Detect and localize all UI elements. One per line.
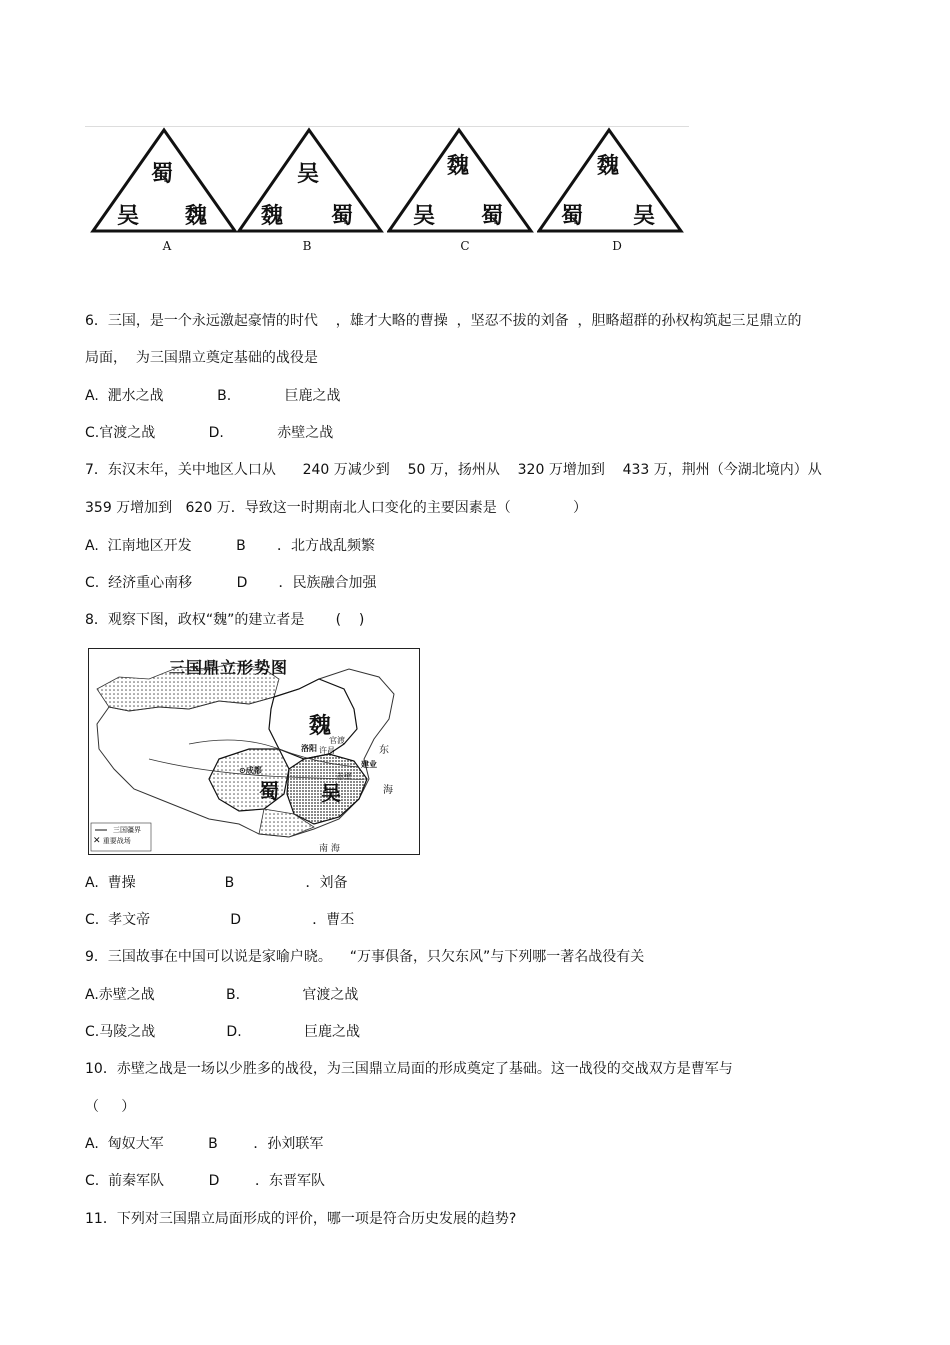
legend-battle-label: 重要战场 (102, 837, 131, 845)
question-8-options-cd: C. 孝文帝 D ．曹丕 (85, 912, 355, 928)
map-label-luoyang: 洛阳 (301, 744, 317, 753)
triangle-top-label: 蜀 (151, 161, 174, 187)
triangle-top-label: 魏 (447, 153, 470, 179)
question-7-stem-cont: 359 万增加到 620 万．导致这一时期南北人口变化的主要因素是（ ） (85, 500, 587, 516)
map-label-guandu: 官渡 (329, 736, 345, 745)
map-label-xuchang: 许昌 (319, 746, 335, 755)
question-9-stem: 9．三国故事在中国可以说是家喻户晓。 “万事俱备，只欠东风”与下列哪一著名战役有关 (85, 949, 645, 965)
triangle-option-c (387, 127, 537, 255)
map-legend (93, 825, 141, 847)
triangle-right-label: 蜀 (331, 203, 354, 229)
triangle-caption: B (302, 239, 312, 253)
triangle-left-label: 吴 (413, 203, 436, 229)
question-6-stem-cont: 局面， 为三国鼎立奠定基础的战役是 (85, 350, 318, 366)
triangle-caption: C (460, 239, 470, 253)
question-6-options-cd: C.官渡之战 D. 赤壁之战 (85, 425, 334, 441)
question-7-options-ab: A. 江南地区开发 B ．北方战乱频繁 (85, 538, 375, 554)
question-10-options-ab: A. 匈奴大军 B ．孙刘联军 (85, 1136, 324, 1152)
triangle-top-label: 魏 (597, 153, 620, 179)
triangle-left-label: 魏 (261, 203, 284, 229)
map-label-hai: 海 (383, 785, 393, 796)
question-9-options-cd: C.马陵之战 D. 巨鹿之战 (85, 1024, 360, 1040)
question-7-stem: 7．东汉末年，关中地区人口从 240 万减少到 50 万，扬州从 320 万增加到 433 万，荆州（今湖北境内）从 (85, 462, 822, 478)
question-8-options-ab: A. 曹操 B ．刘备 (85, 875, 348, 891)
legend-border-label: 三国疆界 (113, 826, 141, 834)
map-label-chibi: 赤壁 (336, 772, 352, 781)
map-label-dong: 东 (379, 745, 389, 756)
question-11-stem: 11．下列对三国鼎立局面形成的评价，哪一项是符合历史发展的趋势? (85, 1211, 517, 1227)
question-6-options-ab: A. 淝水之战 B. 巨鹿之战 (85, 388, 341, 404)
map-drawing (89, 649, 419, 854)
triangle-top-label: 吴 (297, 161, 320, 187)
triangle-right-label: 蜀 (481, 203, 504, 229)
triangle-left-label: 蜀 (561, 203, 584, 229)
question-6-stem: 6．三国，是一个永远激起豪情的时代 ，雄才大略的曹操 ，坚忍不拔的刘备 ，胆略超群的孙权构筑起三足鼎立的 (85, 313, 802, 329)
map-label-chengdu: ⊙成都 (239, 766, 262, 775)
map-label-jianye: 建业 (361, 760, 377, 769)
map-label-nanhai: 南 海 (319, 844, 340, 854)
question-10-stem-cont: （ ） (85, 1099, 136, 1115)
triangle-option-a (89, 127, 239, 255)
question-9-options-ab: A.赤壁之战 B. 官渡之战 (85, 987, 359, 1003)
triangle-caption: A (162, 239, 172, 253)
triangle-right-label: 吴 (633, 203, 656, 229)
battle-marker-icon: ✕ (93, 836, 101, 846)
question-10-stem: 10．赤壁之战是一场以少胜多的战役，为三国鼎立局面的形成奠定了基础。这一战役的交战双方是曹军与 (85, 1061, 733, 1077)
triangle-left-label: 吴 (117, 203, 140, 229)
three-kingdoms-map (88, 648, 420, 855)
question-8-stem: 8．观察下图，政权“魏”的建立者是 ( ) (85, 612, 365, 628)
legend-battle-row (93, 836, 141, 847)
triangle-right-label: 魏 (185, 203, 208, 229)
triangle-shape (537, 127, 687, 239)
question-7-options-cd: C. 经济重心南移 D ．民族融合加强 (85, 575, 377, 591)
map-title: 三国鼎立形势图 (169, 658, 289, 677)
map-label-wu: 吴 (321, 781, 341, 805)
triangle-shape (387, 127, 537, 239)
map-label-shu: 蜀 (259, 779, 279, 803)
map-label-wei: 魏 (309, 713, 332, 739)
triangle-caption: D (612, 239, 622, 253)
triangle-option-b (237, 127, 387, 255)
question-10-options-cd: C. 前秦军队 D ．东晋军队 (85, 1173, 326, 1189)
triangle-figure (85, 126, 689, 255)
triangle-option-d (537, 127, 687, 255)
